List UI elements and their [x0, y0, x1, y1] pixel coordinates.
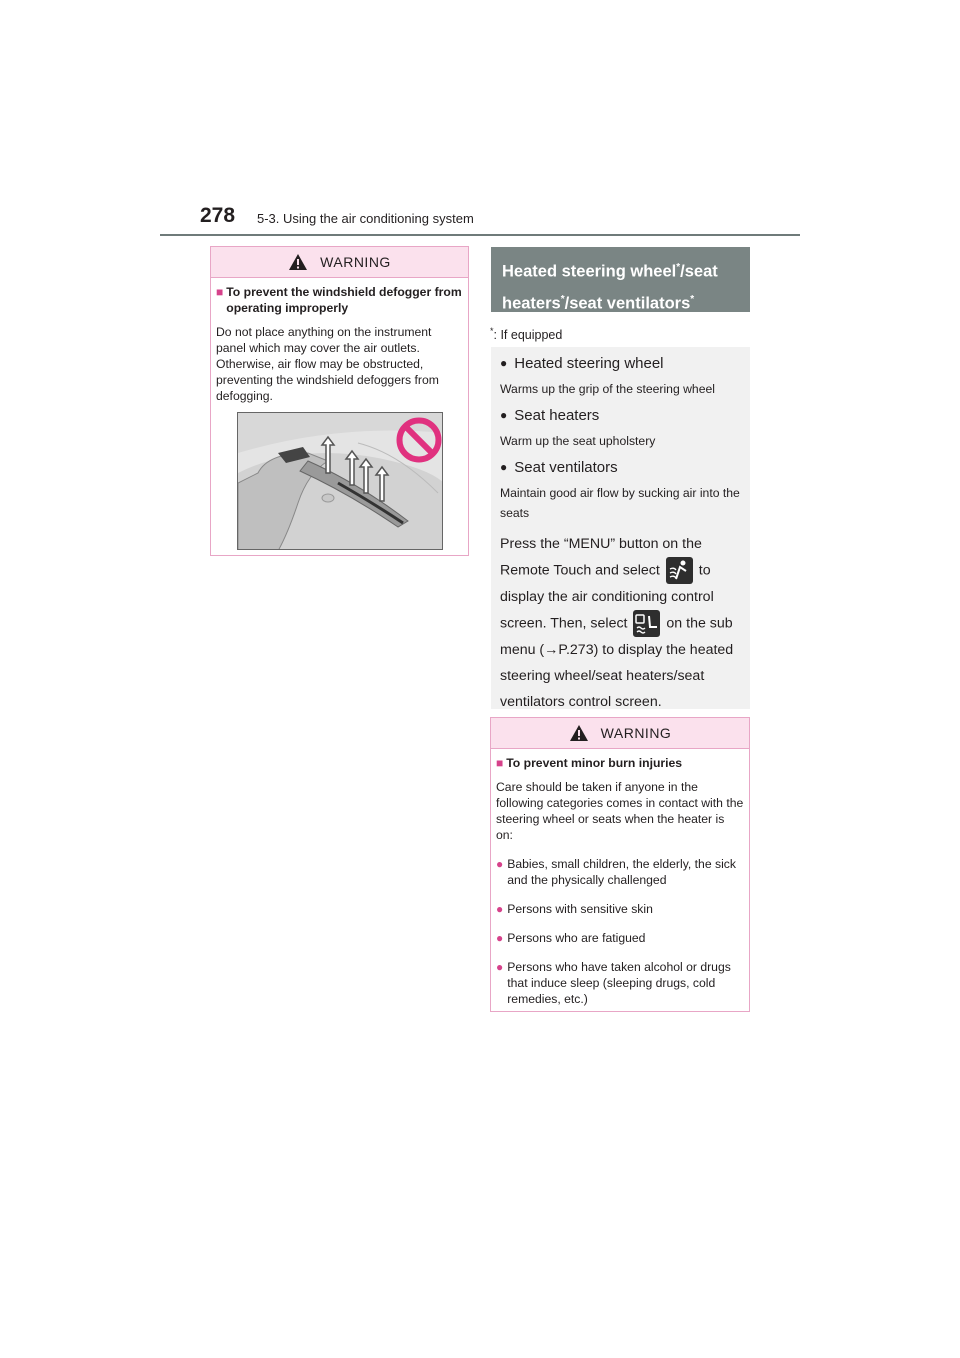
warning-header — [211, 247, 468, 278]
feature-title: ● Heated steering wheel — [500, 354, 664, 372]
warning-label: WARNING — [320, 254, 391, 270]
list-item: ● Persons who have taken alcohol or drugs that induce sleep (sleeping drugs, cold remedies, etc.) — [496, 960, 731, 1006]
feature-title: ● Seat ventilators — [500, 458, 618, 476]
prohibited-icon — [396, 417, 442, 463]
list-item: ● Persons who are fatigued — [496, 931, 646, 945]
feature-item — [500, 403, 741, 451]
warning-text: Do not place anything on the instrument panel which may cover the air outlets. Otherwise, air flow may be obstructed, preventing the windshield defoggers from defogging. — [216, 325, 439, 403]
list-item: ● Babies, small children, the elderly, the sick and the physically challenged — [496, 857, 736, 887]
pink-circle-bullet-icon: ● — [496, 857, 504, 871]
page-number: 278 — [200, 204, 236, 227]
seat-steering-heater-icon — [633, 610, 660, 637]
black-circle-bullet-icon: ● — [500, 408, 508, 422]
warning-label: WARNING — [600, 725, 672, 741]
feature-description: Warms up the grip of the steering wheel — [500, 382, 715, 396]
arrow-right-icon: → — [544, 642, 559, 658]
warning-header — [491, 718, 749, 749]
feature-info-panel — [491, 347, 750, 709]
pink-circle-bullet-icon: ● — [496, 960, 504, 974]
warning-triangle-icon — [569, 724, 589, 742]
pink-circle-bullet-icon: ● — [496, 931, 504, 945]
feature-description: Maintain good air flow by sucking air into the seats — [500, 486, 740, 520]
feature-item — [500, 351, 741, 399]
warning-box-defogger — [210, 246, 469, 556]
feature-title: ● Seat heaters — [500, 406, 600, 424]
list-item: ● Persons with sensitive skin — [496, 902, 653, 916]
black-circle-bullet-icon: ● — [500, 460, 508, 474]
climate-fan-icon — [666, 557, 693, 584]
square-bullet-icon: ■ — [496, 756, 504, 770]
warning-triangle-icon — [288, 253, 308, 271]
warning-text: Care should be taken if anyone in the following categories comes in contact with the steering wheel or seats when the heater is on: — [496, 780, 744, 842]
instructions-text: Press the “MENU” button on the Remote Touch and select to display the air conditioning control screen. Then, select on the sub menu (→P.273) to display the heated steering wheel/seat heaters/seat ventilators control screen. — [500, 536, 734, 710]
feature-item — [500, 455, 741, 523]
warning-box-burn — [490, 717, 750, 1012]
page-header — [160, 200, 800, 236]
section-banner: Heated steering wheel*/seat heaters*/seat ventilators* — [491, 247, 750, 312]
pink-circle-bullet-icon: ● — [496, 902, 504, 916]
feature-description: Warm up the seat upholstery — [500, 434, 656, 448]
warning-heading: ■ To prevent minor burn injuries — [496, 756, 683, 770]
section-title: 5-3. Using the air conditioning system — [257, 211, 474, 226]
footnote: *: If equipped — [490, 326, 563, 343]
square-bullet-icon: ■ — [216, 285, 224, 299]
black-circle-bullet-icon: ● — [500, 356, 508, 370]
warning-heading: ■ To prevent the windshield defogger from operating improperly — [216, 285, 462, 315]
